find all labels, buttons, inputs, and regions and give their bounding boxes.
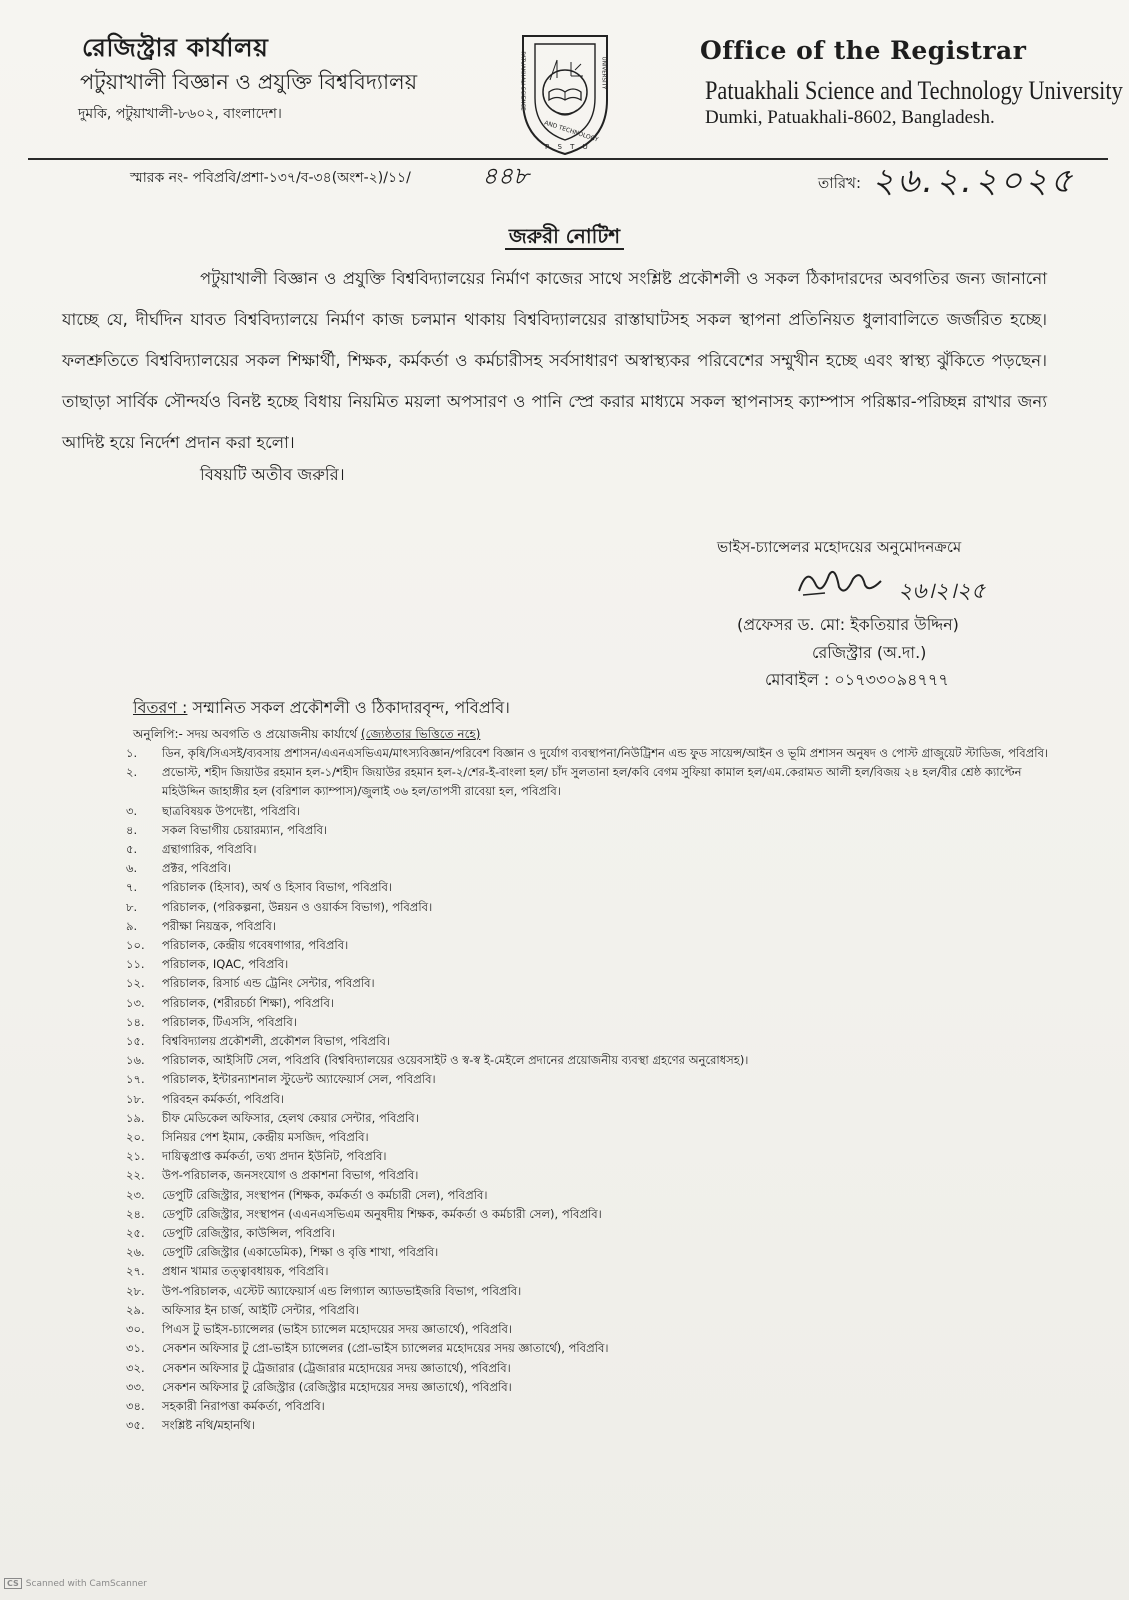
copy-list-item [126, 1339, 1056, 1358]
copy-item-text: ডেপুটি রেজিস্ট্রার (একাডেমিক), শিক্ষা ও বৃত্তি শাখা, পবিপ্রবি। [162, 1245, 439, 1260]
copy-item-text: ডেপুটি রেজিস্ট্রার, সংস্থাপন (শিক্ষক, কর্মকর্তা ও কর্মচারী সেল), পবিপ্রবি। [162, 1187, 488, 1202]
copy-list-item [126, 994, 1056, 1013]
copy-list [126, 744, 1056, 1435]
copy-item-text: সহকারী নিরাপত্তা কর্মকর্তা, পবিপ্রবি। [162, 1398, 325, 1413]
copy-list-item [126, 974, 1056, 993]
copy-list-item [126, 1051, 1056, 1070]
copy-item-number: ২১. [126, 1149, 145, 1164]
copy-item-text: সেকশন অফিসার টু প্রো-ভাইস চ্যান্সেলর (প্রো-ভাইস চ্যান্সেলর মহোদয়ের সদয় জ্ঞাতার্থে), পবিপ্রবি। [162, 1341, 609, 1356]
distribution-line [133, 695, 510, 722]
copy-list-item [126, 1301, 1056, 1320]
copy-item-number: ১২. [126, 976, 145, 991]
copy-item-text: পরিচালক, ইন্টারন্যাশনাল স্টুডেন্ট অ্যাফেয়ার্স সেল, পবিপ্রবি। [162, 1072, 436, 1087]
copy-item-text: পরিচালক, কেন্দ্রীয় গবেষণাগার, পবিপ্রবি। [162, 938, 349, 953]
copy-item-number: ৯. [126, 918, 138, 933]
memo-handwritten-number: ৪৪৮ [482, 162, 529, 190]
copy-item-text: ছাত্রবিষয়ক উপদেষ্টা, পবিপ্রবি। [162, 803, 301, 818]
copy-list-item [126, 1070, 1056, 1089]
copy-item-number: ২০. [126, 1130, 145, 1145]
copy-item-number: ৩. [126, 803, 138, 818]
copy-item-text: ডেপুটি রেজিস্ট্রার, সংস্থাপন (এএনএসভিএম অনুষদীয় শিক্ষক, কর্মকর্তা ও কর্মচারী সেল), পবিপ্রবি। [162, 1206, 602, 1221]
copy-item-number: ২৬. [126, 1245, 145, 1260]
copy-list-item [126, 1282, 1056, 1301]
copy-item-number: ২৩. [126, 1187, 145, 1202]
copy-item-number: ৫. [126, 842, 138, 857]
date-label: তারিখ: [818, 174, 862, 192]
copy-item-number: ৩২. [126, 1360, 145, 1375]
logo-ring-left-text: PATUAKHALI SCIENCE [519, 51, 526, 111]
copy-item-number: ৩৫. [126, 1418, 145, 1433]
copy-item-text: সকল বিভাগীয় চেয়ারম্যান, পবিপ্রবি। [162, 822, 328, 837]
copy-list-item [126, 898, 1056, 917]
date-handwritten: ২৬.২.২০২৫ [872, 161, 1076, 201]
copy-item-number: ১৭. [126, 1072, 145, 1087]
copy-item-text: সিনিয়র পেশ ইমাম, কেন্দ্রীয় মসজিদ, পবিপ্রবি। [162, 1130, 369, 1145]
copy-item-text: পরিচালক, IQAC, পবিপ্রবি। [162, 957, 289, 972]
copy-item-text: প্রধান খামার তত্ত্বাবধায়ক, পবিপ্রবি। [162, 1264, 329, 1279]
distribution-label: বিতরণ : [133, 698, 188, 717]
copy-item-number: ১. [126, 746, 138, 760]
memo-number: স্মারক নং- পবিপ্রবি/প্রশা-১৩৭/ব-৩৪(অংশ-২)/১১/ [130, 170, 411, 186]
copy-item-text: চীফ মেডিকেল অফিসার, হেলথ কেয়ার সেন্টার, পবিপ্রবি। [162, 1110, 419, 1125]
copy-item-number: ১০. [126, 938, 145, 953]
copy-item-text: বিশ্ববিদ্যালয় প্রকৌশলী, প্রকৌশল বিভাগ, পবিপ্রবি। [162, 1034, 391, 1049]
logo-ring-right-text: UNIVERSITY [600, 56, 607, 90]
copy-list-item [126, 821, 1056, 840]
copy-item-text: পরীক্ষা নিয়ন্ত্রক, পবিপ্রবি। [162, 918, 276, 933]
copy-heading-prefix: অনুলিপি:- সদয় অবগতি ও প্রয়োজনীয় কার্যার্থে [133, 727, 358, 741]
copy-list-item [126, 1224, 1056, 1243]
copy-item-number: ২৫. [126, 1226, 145, 1241]
copy-item-text: সেকশন অফিসার টু রেজিস্ট্রার (রেজিস্ট্রার মহোদয়ের সদয় জ্ঞাতার্থে), পবিপ্রবি। [162, 1379, 512, 1394]
copy-list-item [126, 1090, 1056, 1109]
copy-list-item [126, 1205, 1056, 1224]
copy-item-number: ২৭. [126, 1264, 145, 1279]
copy-list-item [126, 1166, 1056, 1185]
copy-item-text: উপ-পরিচালক, জনসংযোগ ও প্রকাশনা বিভাগ, পবিপ্রবি। [162, 1168, 419, 1183]
copy-item-number: ১৪. [126, 1014, 145, 1029]
copy-list-item [126, 1262, 1056, 1281]
pstu-seal-icon [505, 30, 625, 158]
copy-item-text: পরিচালক (হিসাব), অর্থ ও হিসাব বিভাগ, পবিপ্রবি। [162, 880, 393, 895]
bn-office-title: রেজিস্ট্রার কার্যালয় [82, 33, 269, 62]
copy-list-item [126, 1128, 1056, 1147]
en-address: Dumki, Patuakhali-8602, Bangladesh. [705, 107, 995, 128]
copy-item-text: ডিন, কৃষি/সিএসই/ব্যবসায় প্রশাসন/এএনএসভিএম/মাৎস্যবিজ্ঞান/পরিবেশ বিজ্ঞান ও দুর্যোগ ব্যবস্থাপনা/নিউট্রিশন এন্ড ফুড সায়েন্স/আইন ও ভূমি প্রশাসন অনুষদ ও পোস্ট গ্রাজুয়েট স্টাডিজ, পবিপ্রবি। [162, 746, 1049, 760]
scanner-watermark [4, 1578, 147, 1589]
copy-heading-suffix: (জ্যেষ্ঠতার ভিত্তিতে নহে) [360, 727, 481, 741]
copy-item-text: পরিচালক, টিএসসি, পবিপ্রবি। [162, 1014, 297, 1029]
copy-list-item [126, 1032, 1056, 1051]
copy-item-text: দায়িত্বপ্রাপ্ত কর্মকর্তা, তথ্য প্রদান ইউনিট, পবিপ্রবি। [162, 1149, 387, 1164]
copy-item-number: ৭. [126, 880, 138, 895]
copy-item-number: ৬. [126, 861, 138, 876]
copy-list-item [126, 878, 1056, 897]
signature-scribble [795, 563, 885, 603]
copy-item-text: পরিচালক, আইসিটি সেল, পবিপ্রবি (বিশ্ববিদ্যালয়ের ওয়েবসাইট ও স্ব-স্ব ই-মেইলে প্রদানের প্রয়োজনীয় ব্যবস্থা গ্রহণের অনুরোধসহ)। [162, 1053, 749, 1068]
copy-item-text: সেকশন অফিসার টু ট্রেজারার (ট্রেজারার মহোদয়ের সদয় জ্ঞাতার্থে), পবিপ্রবি। [162, 1360, 511, 1375]
copy-item-number: ১৫. [126, 1034, 145, 1049]
distribution-text: সম্মানিত সকল প্রকৌশলী ও ঠিকাদারবৃন্দ, পবিপ্রবি। [192, 698, 510, 717]
copy-list-item [126, 1013, 1056, 1032]
signatory-role: রেজিস্ট্রার (অ.দা.) [812, 643, 927, 662]
scanner-text: Scanned with CamScanner [25, 1578, 147, 1589]
copy-list-item [126, 917, 1056, 936]
copy-item-text: পরিচালক, রিসার্চ এন্ড ট্রেনিং সেন্টার, পবিপ্রবি। [162, 976, 375, 991]
copy-list-item [126, 1397, 1056, 1416]
copy-item-text: প্রভোস্ট, শহীদ জিয়াউর রহমান হল-১/শহীদ জিয়াউর রহমান হল-২/শের-ই-বাংলা হল/ চাঁদ সুলতানা হল/কবি বেগম সুফিয়া কামাল হল/এম.কেরামত আলী হল/বিজয় ২৪ হল/বীর শ্রেষ্ঠ ক্যাপ্টেন মহিউদ্দিন জাহাঙ্গীর হল (বরিশাল ক্যাম্পাস)/জুলাই ৩৬ হল/তাপসী রাবেয়া হল, পবিপ্রবি। [162, 765, 1022, 799]
copy-item-number: ৩৪. [126, 1398, 145, 1413]
copy-item-number: ২৯. [126, 1302, 145, 1317]
copy-item-text: পিএস টু ভাইস-চ্যান্সেলর (ভাইস চ্যান্সেল মহোদয়ের সদয় জ্ঞাতার্থে), পবিপ্রবি। [162, 1322, 513, 1337]
copy-item-text: উপ-পরিচালক, এস্টেট অ্যাফেয়ার্স এন্ড লিগ্যাল অ্যাডভাইজরি বিভাগ, পবিপ্রবি। [162, 1283, 522, 1298]
copy-list-item [126, 1359, 1056, 1378]
signatory-name: (প্রফেসর ড. মো: ইকতিয়ার উদ্দিন) [737, 615, 959, 634]
notice-urgent-line: বিষয়টি অতীব জরুরি। [200, 465, 345, 484]
copy-item-number: ২. [126, 765, 138, 780]
copy-heading [133, 726, 480, 746]
copy-item-number: ৩১. [126, 1341, 145, 1356]
copy-list-item [126, 859, 1056, 878]
copy-item-number: ৩০. [126, 1322, 145, 1337]
en-university-name: Patuakhali Science and Technology University [705, 76, 1123, 105]
copy-list-item [126, 840, 1056, 859]
signatory-mobile: মোবাইল : ০১৭৩৩০৯৪৭৭৭ [765, 670, 949, 689]
copy-item-text: গ্রন্থাগারিক, পবিপ্রবি। [162, 842, 257, 857]
bn-university-name: পটুয়াখালী বিজ্ঞান ও প্রযুক্তি বিশ্ববিদ্যালয় [80, 70, 418, 94]
copy-item-number: ২৮. [126, 1283, 145, 1298]
copy-list-item [126, 744, 1056, 763]
copy-item-number: ১৩. [126, 995, 145, 1010]
notice-title [0, 222, 1129, 255]
notice-title-text: জরুরী নোটিশ [505, 224, 624, 250]
en-office-title: Office of the Registrar [700, 36, 1027, 65]
copy-item-text: ডেপুটি রেজিস্ট্রার, কাউন্সিল, পবিপ্রবি। [162, 1226, 335, 1241]
signature-date: ২৬।২।২৫ [898, 579, 986, 604]
copy-item-text: সংশ্লিষ্ট নথি/মহানথি। [162, 1418, 255, 1433]
copy-item-text: পরিচালক, (শরীরচর্চা শিক্ষা), পবিপ্রবি। [162, 995, 334, 1010]
logo-ring-bottom-text: AND TECHNOLOGY [543, 119, 600, 144]
copy-item-text: অফিসার ইন চার্জ, আইটি সেন্টার, পবিপ্রবি। [162, 1302, 359, 1317]
copy-item-number: ২২. [126, 1168, 145, 1183]
copy-list-item [126, 1147, 1056, 1166]
logo-letters: P S T U [545, 143, 591, 151]
copy-item-number: ১৬. [126, 1053, 145, 1068]
notice-body: পটুয়াখালী বিজ্ঞান ও প্রযুক্তি বিশ্ববিদ্যালয়ের নির্মাণ কাজের সাথে সংশ্লিষ্ট প্রকৌশলী ও সকল ঠিকাদারদের অবগতির জন্য জানানো যাচ্ছে যে, দীর্ঘদিন যাবত বিশ্ববিদ্যালয়ে নির্মাণ কাজ চলমান থাকায় বিশ্ববিদ্যালয়ের রাস্তাঘাটসহ সকল স্থাপনা প্রতিনিয়ত ধুলাবালিতে জর্জরিত হচ্ছে। ফলশ্রুতিতে বিশ্ববিদ্যালয়ের সকল শিক্ষার্থী, শিক্ষক, কর্মকর্তা ও কর্মচারীসহ সর্বসাধারণ অস্বাস্থ্যকর পরিবেশের সম্মুখীন হচ্ছে এবং স্বাস্থ্য ঝুঁকিতে পড়ছেন। তাছাড়া সার্বিক সৌন্দর্যও বিনষ্ট হচ্ছে বিধায় নিয়মিত ময়লা অপসারণ ও পানি স্প্রে করার মাধ্যমে সকল স্থাপনাসহ ক্যাম্পাস পরিষ্কার-পরিচ্ছন্ন রাখার জন্য আদিষ্ট হয়ে নির্দেশ প্রদান করা হলো। [62, 269, 1047, 452]
copy-item-number: ৩৩. [126, 1379, 145, 1394]
copy-list-item [126, 1109, 1056, 1128]
copy-list-item [126, 1320, 1056, 1339]
copy-list-item [126, 936, 1056, 955]
bn-address: দুমকি, পটুয়াখালী-৮৬০২, বাংলাদেশ। [78, 106, 282, 122]
copy-item-text: পরিচালক, (পরিকল্পনা, উন্নয়ন ও ওয়ার্কস বিভাগ), পবিপ্রবি। [162, 899, 433, 914]
copy-list-item [126, 1416, 1056, 1435]
copy-list-item [126, 1378, 1056, 1397]
copy-item-number: ১৯. [126, 1110, 145, 1125]
copy-item-number: ১৮. [126, 1091, 145, 1106]
copy-item-number: ৪. [126, 822, 138, 837]
approval-line: ভাইস-চ্যান্সেলর মহোদয়ের অনুমোদনক্রমে [717, 538, 962, 556]
copy-list-item [126, 1186, 1056, 1205]
copy-item-number: ১১. [126, 957, 145, 972]
copy-item-number: ৮. [126, 899, 138, 914]
copy-item-number: ২৪. [126, 1206, 145, 1221]
copy-list-item [126, 802, 1056, 821]
copy-list-item [126, 763, 1056, 801]
copy-list-item [126, 1243, 1056, 1262]
copy-item-text: প্রক্টর, পবিপ্রবি। [162, 861, 232, 876]
copy-item-text: পরিবহন কর্মকর্তা, পবিপ্রবি। [162, 1091, 285, 1106]
camscanner-logo-icon: CS [4, 1578, 22, 1589]
copy-list-item [126, 955, 1056, 974]
